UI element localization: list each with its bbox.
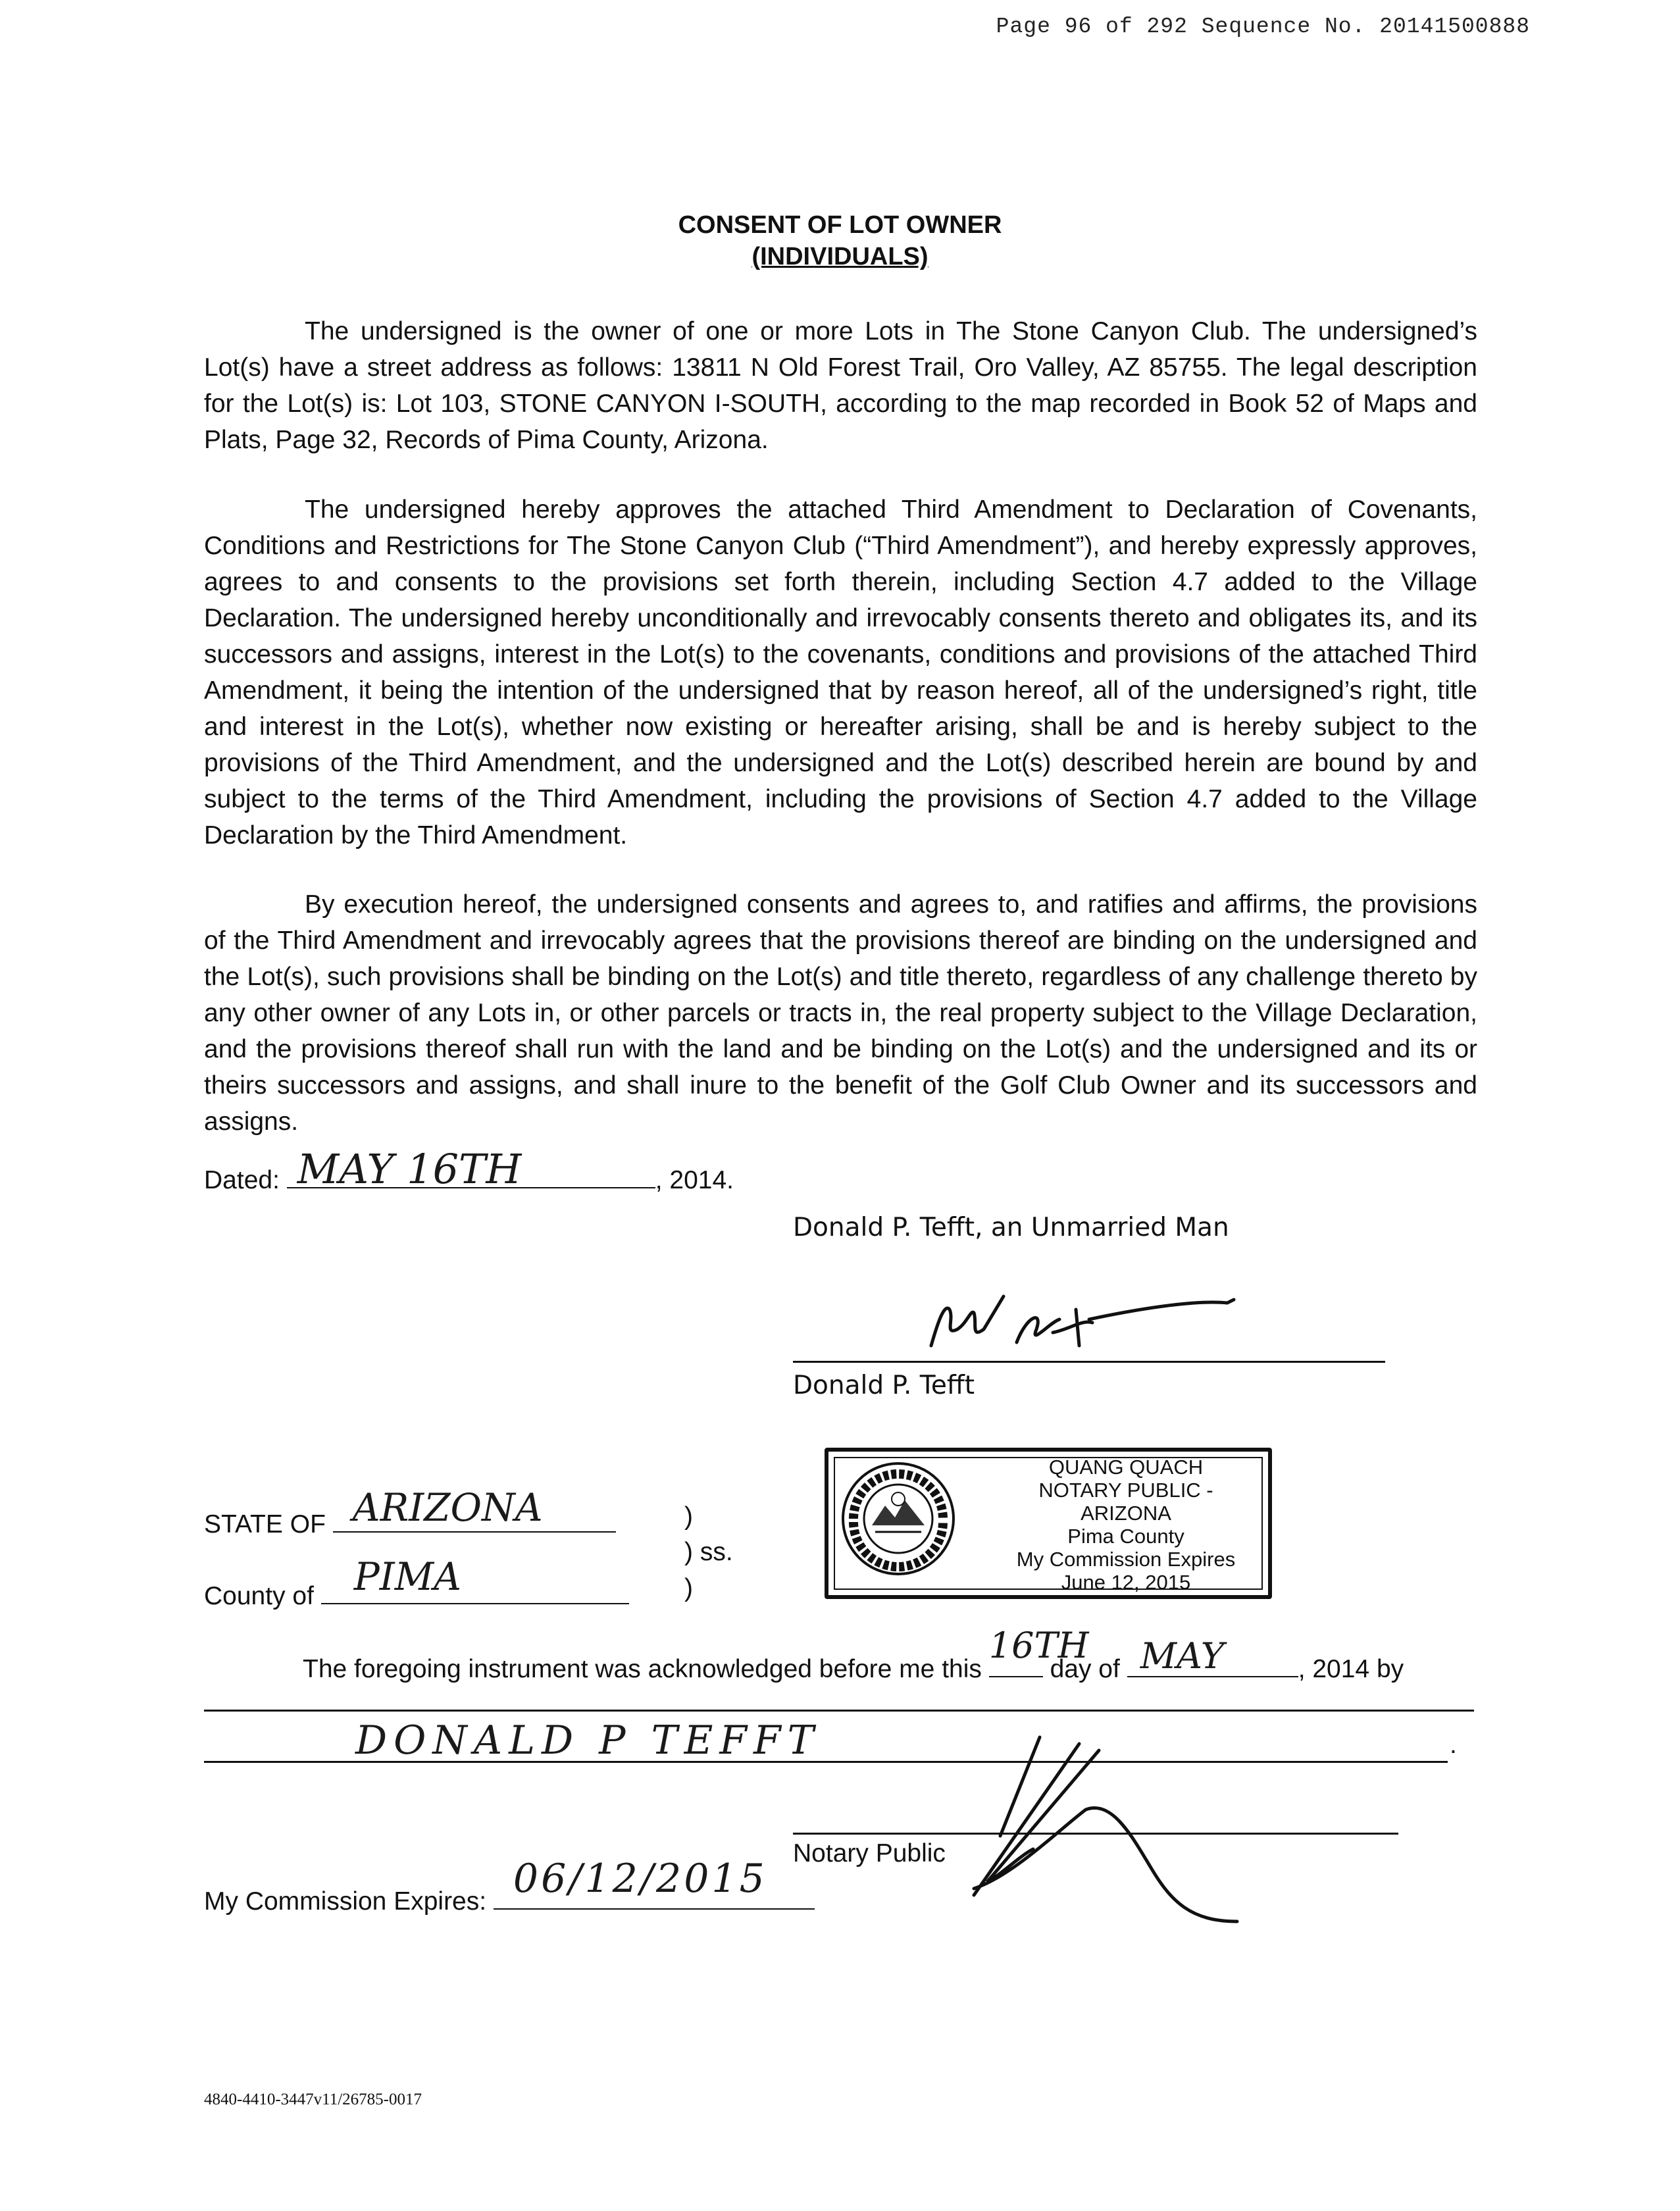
ack-day-handwritten: 16TH <box>988 1625 1089 1666</box>
dated-year: , 2014. <box>655 1166 734 1194</box>
commission-handwritten: 06/12/2015 <box>513 1856 767 1902</box>
ack-month-handwritten: MAY <box>1140 1635 1225 1677</box>
county-handwritten: PIMA <box>353 1554 461 1599</box>
commission-label: My Commission Expires: <box>204 1887 487 1916</box>
notary-signature <box>934 1724 1257 1935</box>
state-field <box>333 1485 616 1533</box>
state-handwritten: ARIZONA <box>352 1485 543 1530</box>
ack-day-field <box>988 1625 1089 1677</box>
document-id-footer: 4840-4410-3447v11/26785-0017 <box>204 2091 422 2108</box>
paragraph-approval <box>204 492 1477 853</box>
ack-period: . <box>1450 1731 1457 1759</box>
paragraph-lot-ownership <box>204 313 1477 458</box>
state-seal-icon <box>839 1460 957 1578</box>
ack-day-of: day of <box>1050 1655 1120 1683</box>
stamp-notary-name: QUANG QUACH <box>1048 1456 1204 1479</box>
dated-label: Dated: <box>204 1166 280 1194</box>
stamp-commission-date: June 12, 2015 <box>1061 1571 1191 1594</box>
notary-stamp <box>825 1448 1272 1599</box>
dated-handwritten: MAY 16TH <box>297 1145 522 1193</box>
commission-line <box>204 1856 815 1916</box>
document-subtitle: (INDIVIDUALS) <box>751 243 929 270</box>
stamp-title: NOTARY PUBLIC - ARIZONA <box>1038 1479 1213 1525</box>
page-sequence-header: Page 96 of 292 Sequence No. 20141500888 <box>996 14 1530 39</box>
stamp-county: Pima County <box>1067 1525 1184 1548</box>
paragraph-text: The undersigned hereby approves the attached Third Amendment to Declaration of Covenants, Conditions and Restrictions for The Stone Canyon Club (“Third Amendment”), and hereby expressly approves, agrees to and consents to the provisions set forth therein, including Section 4.7 added to the Village Declaration. The undersigned hereby unconditionally and irrevocably consents thereto and obligates its, and its successors and assigns, interest in the Lot(s) to the covenants, conditions and provisions of the attached Third Amendment, it being the intention of the undersigned that by reason hereof, all of the undersigned’s right, title and interest in the Lot(s), whether now existing or hereafter arising, shall be and is hereby subject to the provisions of the Third Amendment, and the undersigned and the Lot(s) described herein are bound by and subject to the terms of the Third Amendment, including the provisions of Section 4.7 added to the Village Declaration by the Third Amendment. <box>204 496 1477 850</box>
ack-name-handwritten: DONALD P TEFFT <box>355 1717 821 1764</box>
paragraph-execution <box>204 886 1477 1140</box>
owner-signature <box>918 1283 1260 1356</box>
county-field <box>321 1554 629 1604</box>
commission-field <box>494 1856 815 1910</box>
document-title: CONSENT OF LOT OWNER <box>678 211 1002 239</box>
ack-month-field <box>1127 1635 1298 1677</box>
county-line <box>204 1554 629 1611</box>
venue-paren-1: ) <box>684 1502 693 1531</box>
acknowledgment-text: The foregoing instrument was acknowledged before me this <box>303 1655 982 1683</box>
signature-line <box>793 1361 1385 1363</box>
venue-ss: ) ss. <box>684 1538 733 1566</box>
ack-year-by: , 2014 by <box>1298 1655 1404 1683</box>
county-label: County of <box>204 1582 314 1610</box>
acknowledgment-line <box>303 1625 1404 1684</box>
paragraph-text: By execution hereof, the undersigned consents and agrees to, and ratifies and affirms, the provisions of the Third Amendment and irrevocably agrees that the provisions thereof are binding on the undersigned and the Lot(s), such provisions shall be binding on the Lot(s) and title thereto, regardless of any challenge thereto by any other owner of any Lots in, or other parcels or tracts in, the real property subject to the Village Declaration, and the provisions thereof shall run with the land and be binding on the Lot(s) and the undersigned and its or theirs successors and assigns, and shall inure to the benefit of the Golf Club Owner and its successors and assigns. <box>204 890 1477 1136</box>
dated-line <box>204 1145 734 1195</box>
state-label: STATE OF <box>204 1510 326 1538</box>
dated-field <box>287 1145 655 1193</box>
ack-name-line-1 <box>204 1710 1474 1712</box>
paragraph-text: The undersigned is the owner of one or more Lots in The Stone Canyon Club. The undersigned’s Lot(s) have a street address as follows: 13811 N Old Forest Trail, Oro Valley, AZ 85755. The legal description for the Lot(s) is: Lot 103, STONE CANYON I-SOUTH, according to the map recorded in Book 52 of Maps and Plats, Page 32, Records of Pima County, Arizona. <box>204 317 1477 454</box>
signatory-heading: Donald P. Tefft, an Unmarried Man <box>793 1213 1229 1242</box>
signature-name-label: Donald P. Tefft <box>793 1371 975 1400</box>
stamp-text <box>994 1456 1258 1594</box>
state-line <box>204 1485 616 1539</box>
venue-paren-2: ) <box>684 1574 693 1602</box>
notary-public-label: Notary Public <box>793 1839 946 1868</box>
stamp-commission-label: My Commission Expires <box>1016 1548 1236 1571</box>
